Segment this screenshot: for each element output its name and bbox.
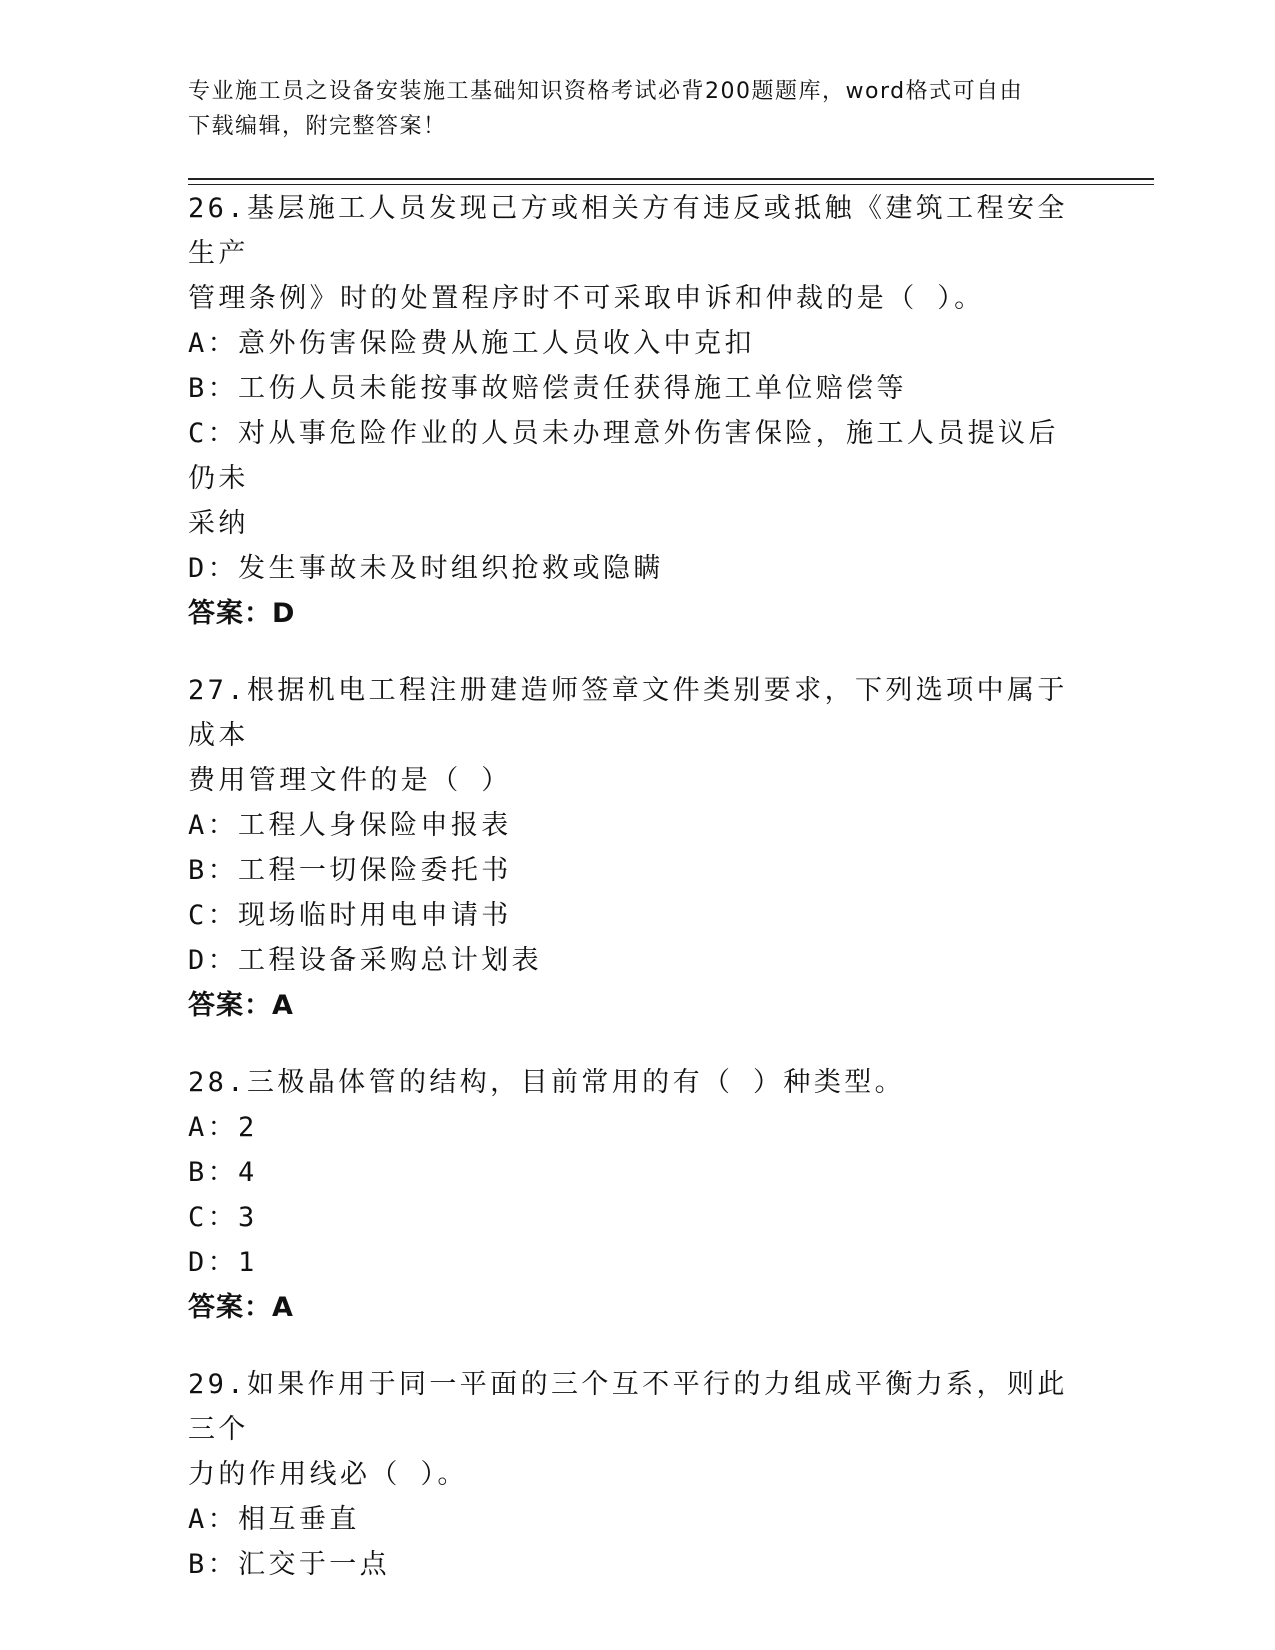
- answer-label: 答案：: [188, 990, 272, 1021]
- answer-option: A：工程人身保险申报表: [188, 810, 512, 841]
- header-divider-thin: [188, 184, 1154, 185]
- question-block: [188, 1060, 1088, 1330]
- answer-option: A：相互垂直: [188, 1504, 360, 1535]
- answer-line: [188, 1285, 1088, 1330]
- answer-label: 答案：: [188, 598, 272, 629]
- question-block: [188, 1362, 1088, 1587]
- question-block: [188, 668, 1088, 1028]
- answer-value: A: [272, 990, 294, 1021]
- answer-line: [188, 591, 1088, 636]
- answer-option: D：工程设备采购总计划表: [188, 945, 543, 976]
- answer-value: A: [272, 1292, 294, 1323]
- answer-option: C：对从事危险作业的人员未办理意外伤害保险，施工人员提议后仍未: [188, 418, 1059, 494]
- question-stem-line: 28.三极晶体管的结构，目前常用的有（ ）种类型。: [188, 1067, 906, 1098]
- question-stem-line: 27.根据机电工程注册建造师签章文件类别要求，下列选项中属于成本: [188, 675, 1068, 751]
- question-stem-line: 力的作用线必（ ）。: [188, 1459, 468, 1490]
- answer-value: D: [272, 598, 296, 629]
- answer-option: D：发生事故未及时组织抢救或隐瞒: [188, 553, 664, 584]
- question-block: [188, 186, 1088, 636]
- answer-option: C：3: [188, 1202, 258, 1233]
- document-header: [188, 74, 1078, 144]
- answer-option: A：2: [188, 1112, 258, 1143]
- answer-option: B：4: [188, 1157, 258, 1188]
- answer-option: B：汇交于一点: [188, 1549, 391, 1580]
- question-stem-line: 26.基层施工人员发现己方或相关方有违反或抵触《建筑工程安全生产: [188, 193, 1068, 269]
- answer-option: D：1: [188, 1247, 258, 1278]
- question-stem-line: 29.如果作用于同一平面的三个互不平行的力组成平衡力系，则此三个: [188, 1369, 1068, 1445]
- question-list: [188, 186, 1088, 1619]
- answer-option: C：现场临时用电申请书: [188, 900, 512, 931]
- header-line-2: 下载编辑，附完整答案！: [188, 114, 447, 139]
- answer-line: [188, 983, 1088, 1028]
- answer-option: 采纳: [188, 508, 249, 539]
- header-line-1: 专业施工员之设备安装施工基础知识资格考试必背200题题库，word格式可自由: [188, 79, 1024, 104]
- question-stem-line: 管理条例》时的处置程序时不可采取申诉和仲裁的是（ ）。: [188, 283, 985, 314]
- question-stem-line: 费用管理文件的是（ ）: [188, 765, 512, 796]
- answer-option: B：工伤人员未能按事故赔偿责任获得施工单位赔偿等: [188, 373, 907, 404]
- answer-option: B：工程一切保险委托书: [188, 855, 512, 886]
- answer-label: 答案：: [188, 1292, 272, 1323]
- header-divider-thick: [188, 178, 1154, 180]
- answer-option: A：意外伤害保险费从施工人员收入中克扣: [188, 328, 755, 359]
